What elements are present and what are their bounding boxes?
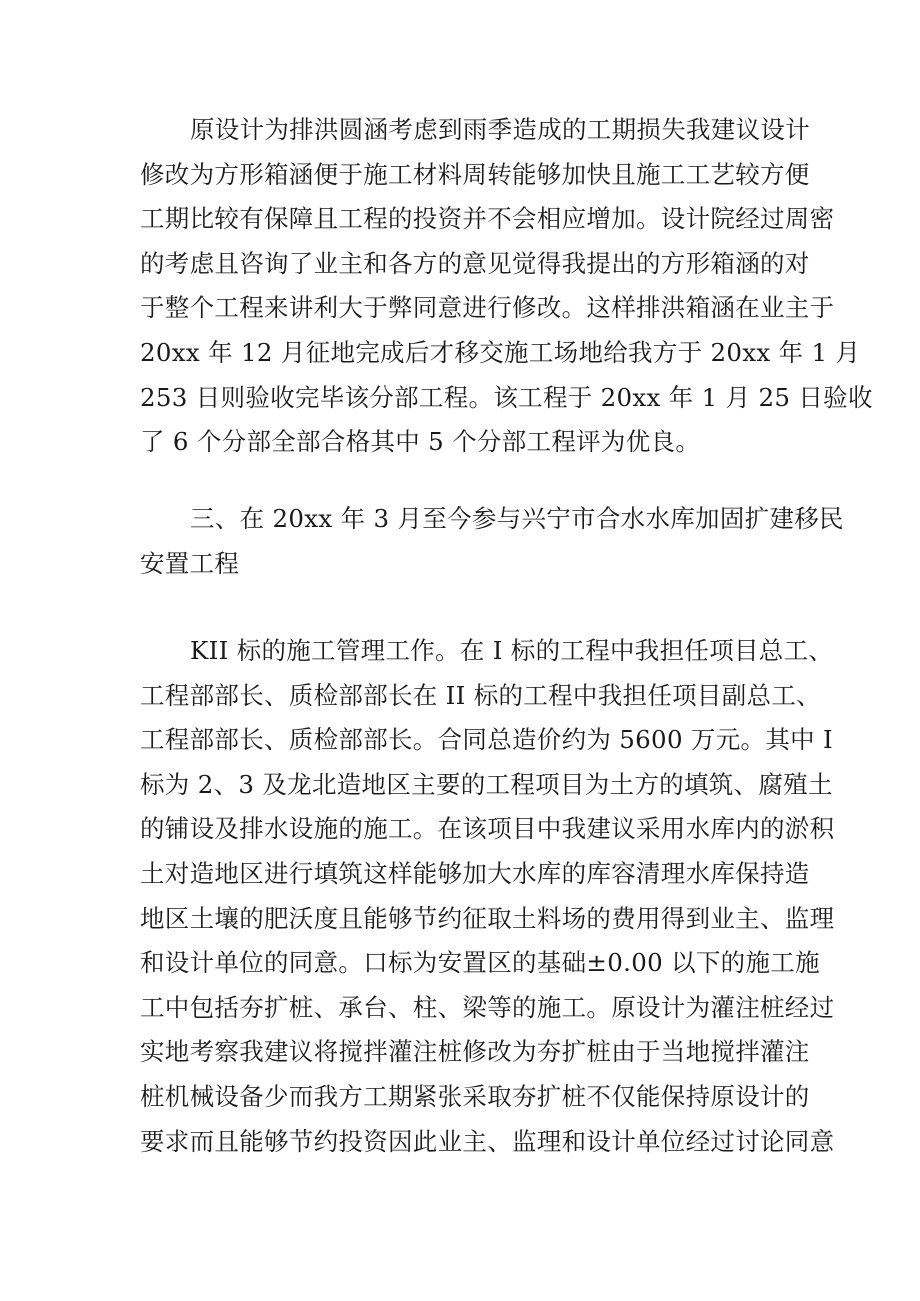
section-heading-3 <box>140 497 844 586</box>
paragraph-2 <box>140 629 835 1164</box>
heading-line: 三、在 20xx 年 3 月至今参与兴宁市合水水库加固扩建移民 <box>190 504 844 533</box>
text-line: 土对造地区进行填筑这样能够加大水库的库容清理水库保持造 <box>140 858 810 888</box>
text-line: 于整个工程来讲利大于弊同意进行修改。这样排洪箱涵在业主于 <box>140 293 835 323</box>
text-line: 工期比较有保障且工程的投资并不会相应增加。设计院经过周密 <box>140 204 835 234</box>
heading-line: 安置工程 <box>140 548 240 578</box>
text-line: 地区土壤的肥沃度且能够节约征取土料场的费用得到业主、监理 <box>140 903 835 933</box>
text-line: 标为 2、3 及龙北造地区主要的工程项目为土方的填筑、腐殖土 <box>140 769 833 799</box>
paragraph-1 <box>140 108 873 465</box>
text-line: 的考虑且咨询了业主和各方的意见觉得我提出的方形箱涵的对 <box>140 248 810 278</box>
text-line: 原设计为排洪圆涵考虑到雨季造成的工期损失我建议设计 <box>190 115 810 144</box>
text-line: 工程部部长、质检部部长在 II 标的工程中我担任项目副总工、 <box>140 680 821 710</box>
text-line: 253 日则验收完毕该分部工程。该工程于 20xx 年 1 月 25 日验收 <box>140 382 873 412</box>
text-line: 实地考察我建议将搅拌灌注桩修改为夯扩桩由于当地搅拌灌注 <box>140 1037 810 1067</box>
text-line: 要求而且能够节约投资因此业主、监理和设计单位经过讨论同意 <box>140 1126 835 1156</box>
text-line: 的铺设及排水设施的施工。在该项目中我建议采用水库内的淤积 <box>140 814 835 844</box>
text-line: 20xx 年 12 月征地完成后才移交施工场地给我方于 20xx 年 1 月 <box>140 337 861 367</box>
text-line: KII 标的施工管理工作。在 I 标的工程中我担任项目总工、 <box>190 636 834 665</box>
text-line: 了 6 个分部全部合格其中 5 个分部工程评为优良。 <box>140 427 701 457</box>
text-line: 修改为方形箱涵便于施工材料周转能够加快且施工工艺较方便 <box>140 159 810 189</box>
text-line: 工程部部长、质检部部长。合同总造价约为 5600 万元。其中 I <box>140 725 833 755</box>
text-line: 桩机械设备少而我方工期紧张采取夯扩桩不仅能保持原设计的 <box>140 1081 810 1111</box>
text-line: 工中包括夯扩桩、承台、柱、梁等的施工。原设计为灌注桩经过 <box>140 992 835 1022</box>
text-line: 和设计单位的同意。口标为安置区的基础±0.00 以下的施工施 <box>140 948 820 978</box>
